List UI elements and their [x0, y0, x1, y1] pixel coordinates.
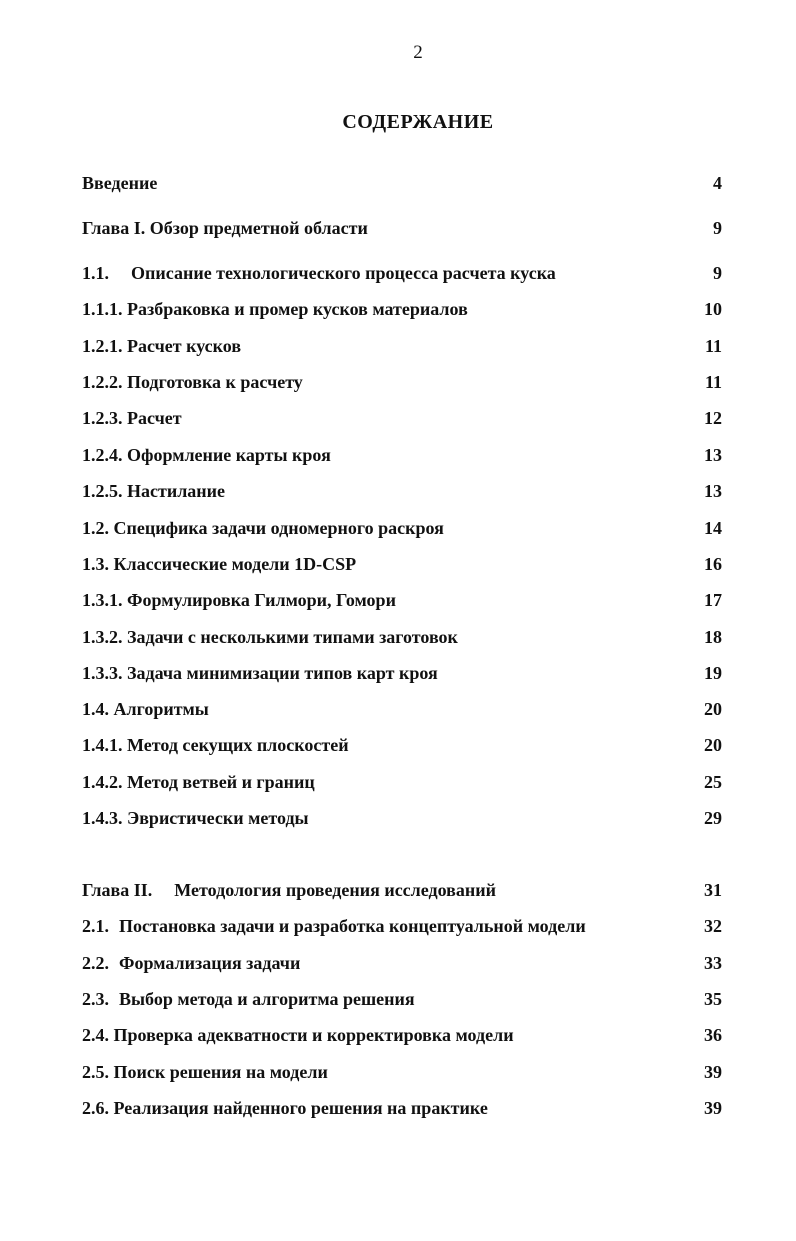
toc-entry	[82, 913, 722, 939]
toc-entry-label: 1.3.2. Задачи с несколькими типами заготовок	[82, 627, 458, 647]
toc-entry-page: 20	[704, 699, 722, 719]
toc-entry-page: 18	[704, 627, 722, 647]
toc-entry	[82, 769, 722, 795]
toc-entry-label: 1.4.3. Эвристически методы	[82, 808, 309, 828]
toc-entry-label: 1.3.3. Задача минимизации типов карт кроя	[82, 663, 438, 683]
toc-entry-page: 32	[704, 916, 722, 936]
toc-entry	[82, 515, 722, 541]
toc-entry-page: 31	[704, 880, 722, 900]
toc-entry-label: 2.2. Формализация задачи	[82, 953, 301, 973]
toc-entry-label: 1.2.5. Настилание	[82, 481, 226, 501]
toc-entry-label: 2.5. Поиск решения на модели	[82, 1062, 328, 1082]
toc-entry-label: 1.1.1. Разбраковка и промер кусков материалов	[82, 299, 468, 319]
toc-entry	[82, 805, 722, 831]
toc-entry-label: 1.3. Классические модели 1D-CSP	[82, 554, 357, 574]
toc-entry-page: 4	[713, 173, 722, 193]
toc-entry-page: 20	[704, 735, 722, 755]
toc-entry	[82, 478, 722, 504]
toc-entry-page: 39	[704, 1062, 722, 1082]
toc-entry	[82, 333, 722, 359]
toc-entry-page: 35	[704, 989, 722, 1009]
toc-entry-page: 11	[704, 336, 722, 356]
page-number: 2	[413, 42, 423, 63]
toc-entry	[82, 405, 722, 431]
toc-entry-label: 1.3.1. Формулировка Гилмори, Гомори	[82, 590, 396, 610]
toc-entry-page: 9	[713, 263, 722, 283]
toc-entry-label: 1.4. Алгоритмы	[82, 699, 209, 719]
toc-entry-label: 1.2.3. Расчет	[82, 408, 182, 428]
toc-entry-page: 16	[704, 554, 722, 574]
toc-entry-label: 1.2.4. Оформление карты кроя	[82, 445, 331, 465]
toc-entry	[82, 986, 722, 1012]
toc-entry	[82, 170, 722, 196]
toc-entry	[82, 732, 722, 758]
toc-entry-label: 1.2.1. Расчет кусков	[82, 336, 242, 356]
toc-entry-page: 29	[704, 808, 722, 828]
toc-entry-page: 13	[704, 445, 722, 465]
toc-entry	[82, 260, 722, 286]
toc-entry-label: 1.1. Описание технологического процесса расчета куска	[82, 263, 556, 283]
toc-entry	[82, 369, 722, 395]
toc-entry-label: Введение	[82, 173, 158, 193]
toc-entry-page: 10	[704, 299, 722, 319]
toc-entry-page: 25	[704, 772, 722, 792]
toc-entry-label: 1.4.1. Метод секущих плоскостей	[82, 735, 349, 755]
toc-entry	[82, 587, 722, 613]
toc-entry-label: 1.2. Специфика задачи одномерного раскроя	[82, 518, 444, 538]
toc-entry	[82, 877, 722, 903]
toc-entry	[82, 442, 722, 468]
toc-entry	[82, 215, 722, 241]
toc-entry-label: 2.1. Постановка задачи и разработка концептуальной модели	[82, 916, 586, 936]
toc-entry	[82, 1095, 722, 1121]
toc-entry-page: 12	[704, 408, 722, 428]
toc-entry-label: 1.4.2. Метод ветвей и границ	[82, 772, 315, 792]
toc-entry	[82, 1059, 722, 1085]
toc-entry	[82, 660, 722, 686]
toc-entry-page: 19	[704, 663, 722, 683]
toc-entry-page: 14	[704, 518, 722, 538]
toc-entry-label: 2.3. Выбор метода и алгоритма решения	[82, 989, 415, 1009]
toc-title: СОДЕРЖАНИЕ	[342, 111, 494, 133]
toc-entry	[82, 696, 722, 722]
toc-entry	[82, 1022, 722, 1048]
toc-entry-label: 2.4. Проверка адекватности и корректировка модели	[82, 1025, 514, 1045]
toc-entry-page: 36	[704, 1025, 722, 1045]
toc-entry	[82, 624, 722, 650]
toc-entry-page: 39	[704, 1098, 722, 1118]
toc-entry-label: 2.6. Реализация найденного решения на практике	[82, 1098, 488, 1118]
toc-entry-label: Глава I. Обзор предметной области	[82, 218, 368, 238]
toc-entry-label: Глава II. Методология проведения исследований	[82, 880, 497, 900]
toc-entry-label: 1.2.2. Подготовка к расчету	[82, 372, 303, 392]
toc-entry	[82, 950, 722, 976]
toc-entry-page: 17	[704, 590, 722, 610]
toc-entry	[82, 296, 722, 322]
toc-entry-page: 13	[704, 481, 722, 501]
toc-entry-page: 11	[704, 372, 722, 392]
toc-entry-page: 9	[713, 218, 722, 238]
toc-entry	[82, 551, 722, 577]
toc-entry-page: 33	[704, 953, 722, 973]
